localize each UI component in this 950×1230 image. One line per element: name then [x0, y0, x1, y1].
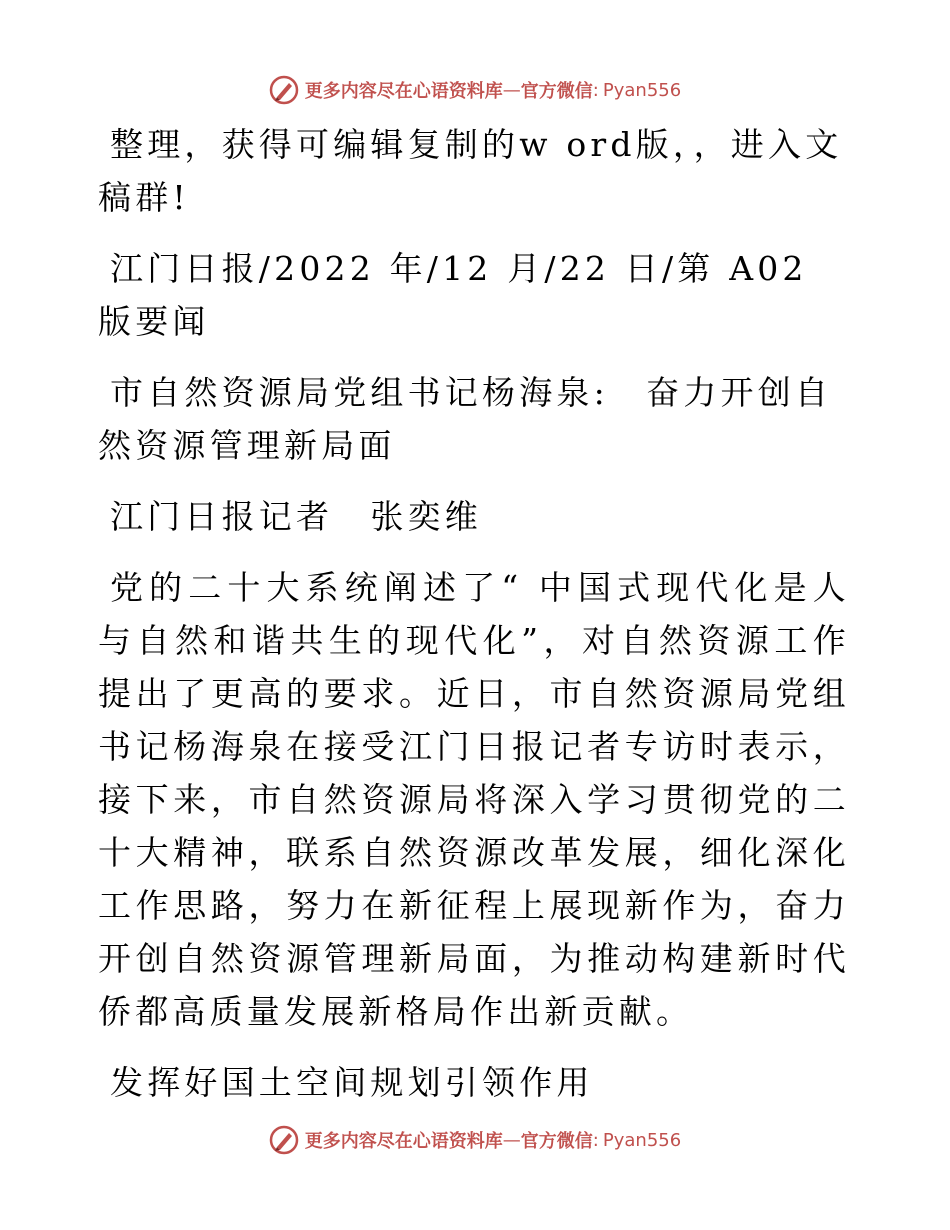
source-line: 江门日报/2022 年/12 月/22 日/第 A02 版要闻 — [98, 249, 808, 341]
banner-site-text: 更多内容尽在心语资料库 — [304, 1131, 503, 1152]
banner-separator: — — [502, 1129, 521, 1151]
pen-logo-icon — [269, 1125, 299, 1155]
headline: 市自然资源局党组书记杨海泉: 奋力开创自然资源管理新局面 — [98, 373, 833, 465]
banner-separator: — — [502, 79, 521, 101]
banner-wechat-label: 官方微信 — [520, 1131, 593, 1152]
banner-wechat-id: Pyan556 — [602, 79, 682, 101]
pen-logo-icon — [269, 75, 299, 105]
body-paragraph: 党的二十大系统阐述了“ 中国式现代化是人与自然和谐共生的现代化”，对自然资源工作提出了更高的要求。近日，市自然资源局党组书记杨海泉在接受江门日报记者专访时表示，接下来，市自然资源局将深入学习贯彻党的二十大精神，联系自然资源改革发展，细化深化工作思路，努力在新征程上展现新作为，奋力开创自然资源管理新局面，为推动构建新时代侨都高质量发展新格局作出新贡献。 — [98, 568, 850, 1031]
banner-wechat-label: 官方微信 — [520, 81, 593, 102]
banner-colon: : — [592, 79, 599, 101]
banner-colon: : — [592, 1129, 599, 1151]
subheading: 发挥好国土空间规划引领作用 — [110, 1063, 594, 1102]
document-body — [98, 118, 850, 1127]
intro-text: 整理，获得可编辑复制的w ord版，，进入文稿群! — [98, 125, 843, 217]
banner-site-text: 更多内容尽在心语资料库 — [304, 81, 503, 102]
byline: 江门日报记者 张奕维 — [110, 497, 482, 536]
footer-banner — [0, 1120, 950, 1160]
header-banner — [0, 70, 950, 110]
banner-wechat-id: Pyan556 — [602, 1129, 682, 1151]
